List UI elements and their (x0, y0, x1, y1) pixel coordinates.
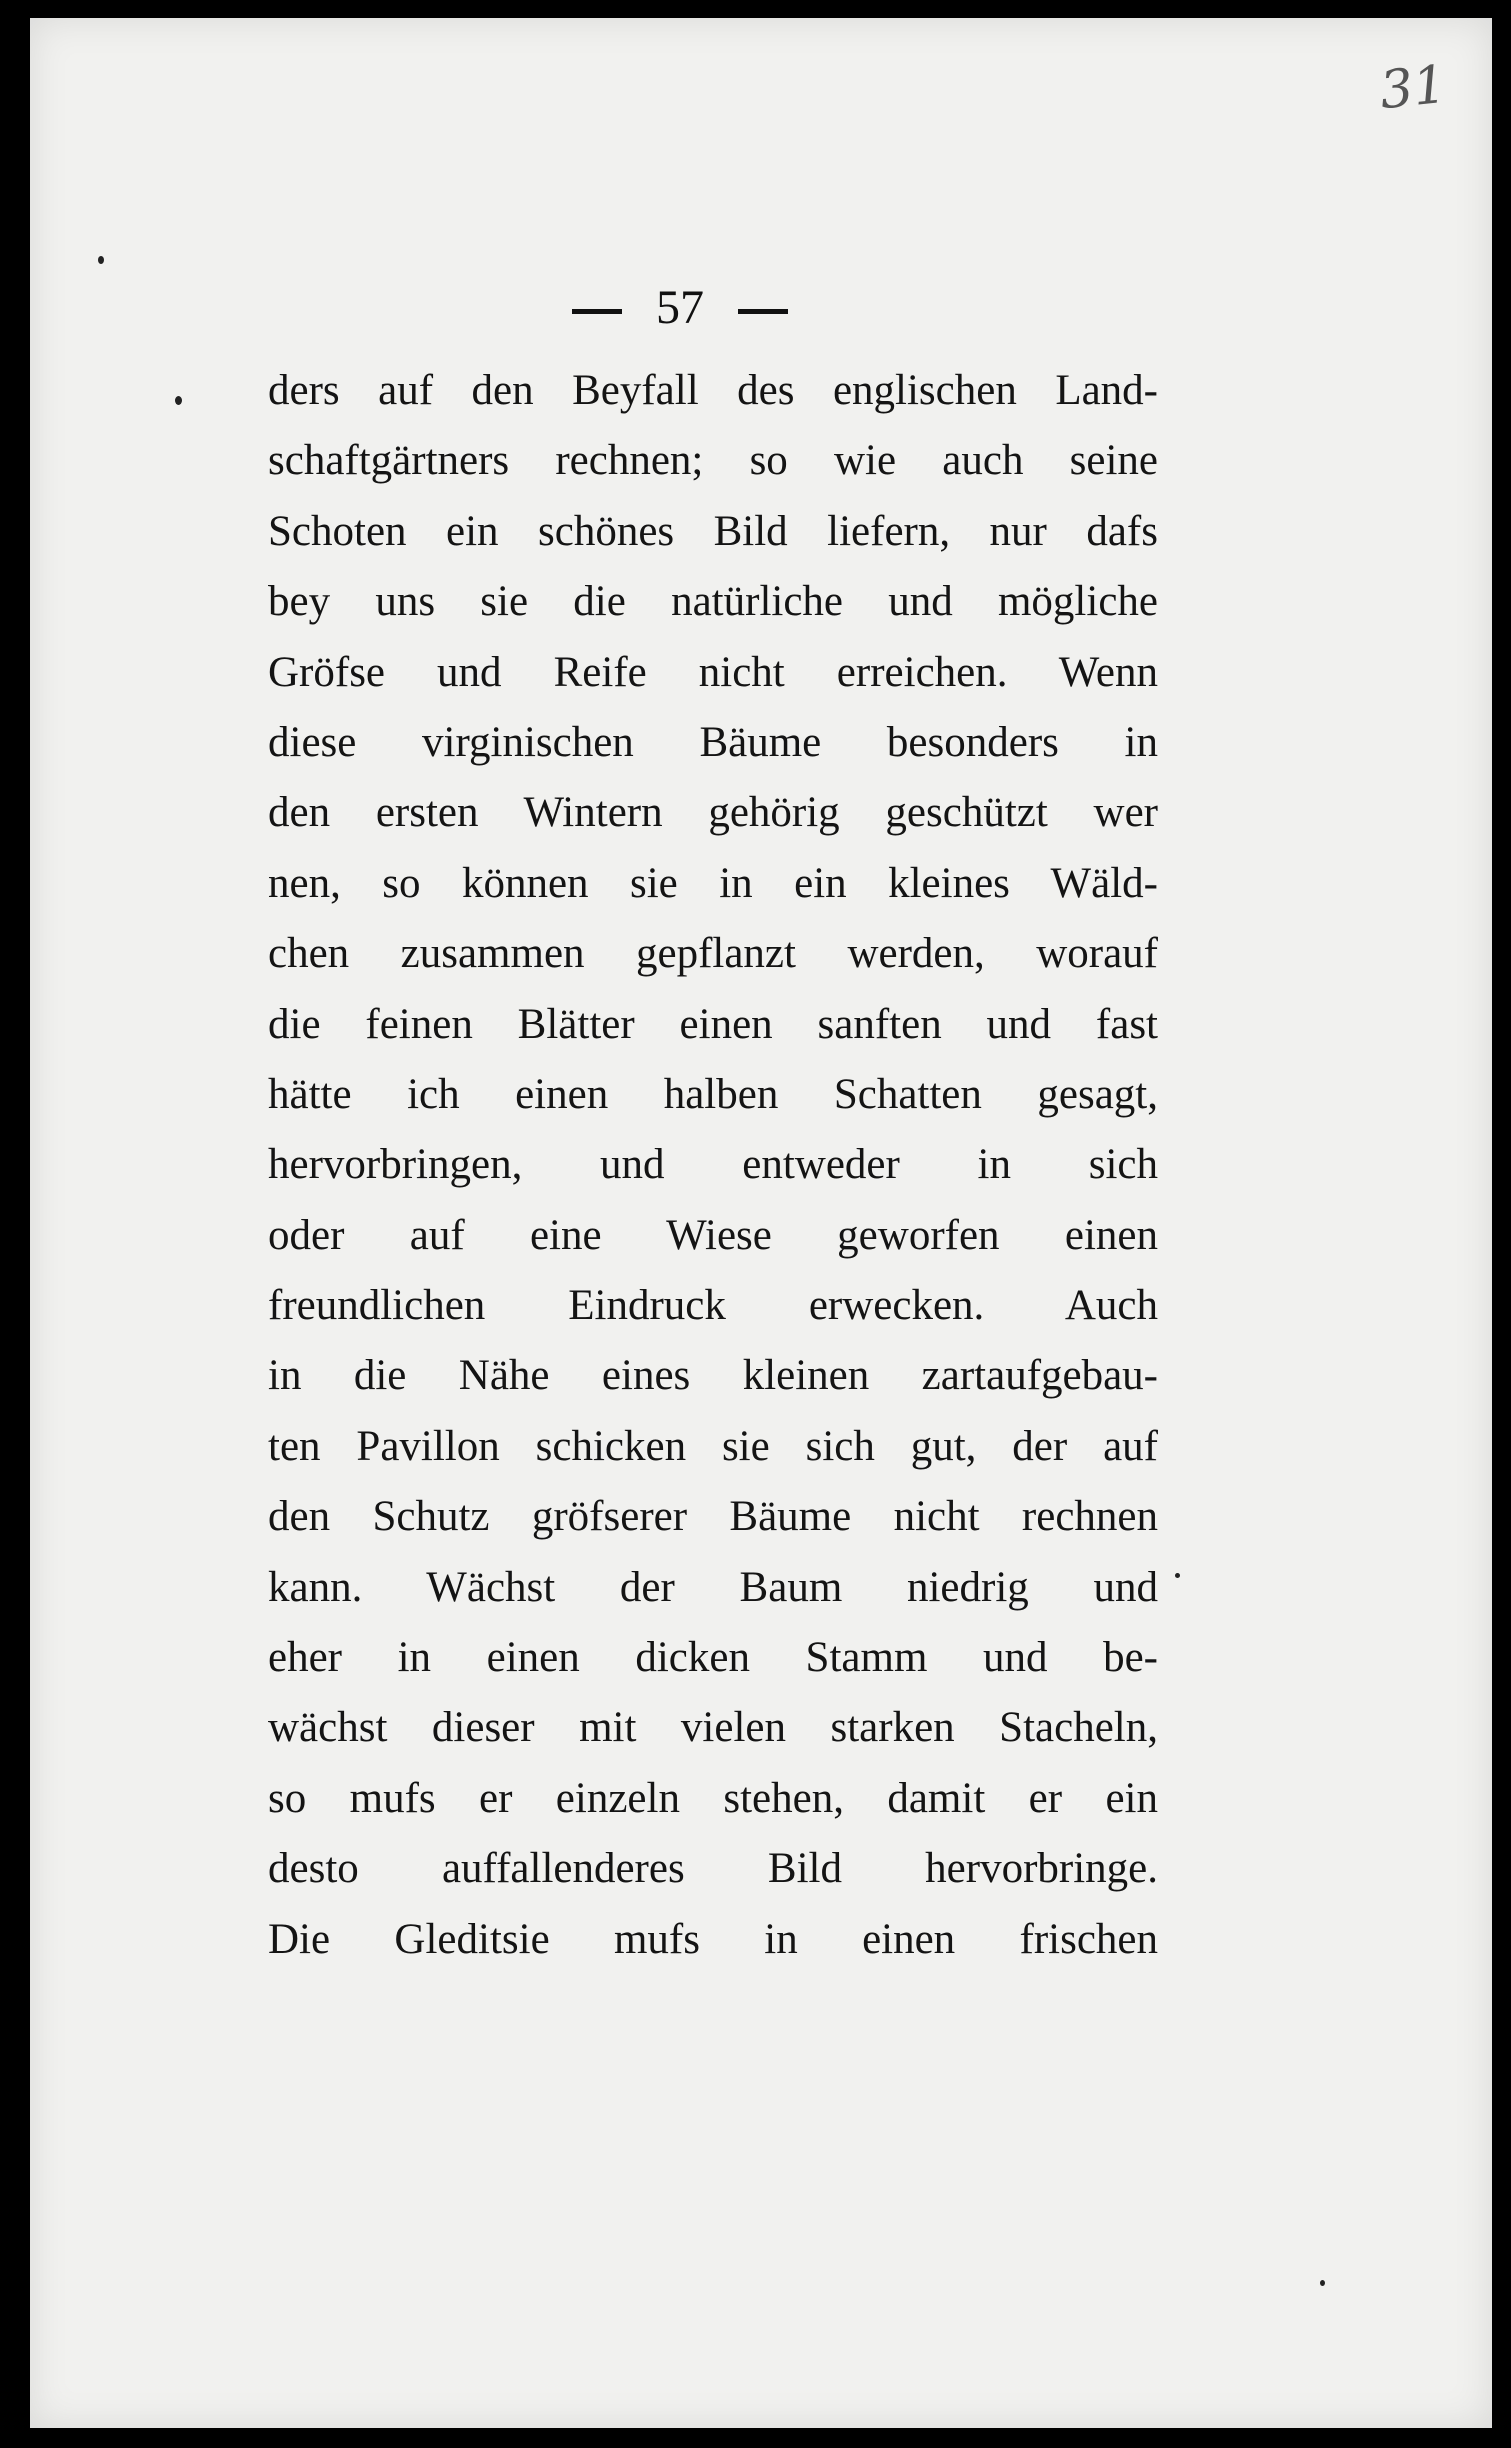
book-page (30, 18, 1492, 2428)
text-line: Die Gleditsie mufs in einen frischen (268, 1915, 1158, 1963)
text-line: nen, so können sie in ein kleines Wäld- (268, 859, 1158, 907)
page-number-header (30, 280, 1330, 335)
text-line: eher in einen dicken Stamm und be- (268, 1634, 1158, 1682)
paper-speck (98, 256, 104, 264)
text-line: den Schutz gröfserer Bäume nicht rechnen (268, 1493, 1158, 1541)
text-line: ten Pavillon schicken sie sich gut, der auf (268, 1422, 1158, 1470)
text-line: oder auf eine Wiese geworfen einen (268, 1211, 1158, 1259)
text-line: schaftgärtners rechnen; so wie auch seine (268, 437, 1158, 485)
text-line: hätte ich einen halben Schatten gesagt, (268, 1070, 1158, 1118)
text-line: Schoten ein schönes Bild liefern, nur dafs (268, 507, 1158, 555)
text-line: hervorbringen, und entweder in sich (268, 1141, 1158, 1189)
handwritten-folio-number: 31 (1377, 54, 1450, 122)
text-line: Gröfse und Reife nicht erreichen. Wenn (268, 648, 1158, 696)
text-line: ders auf den Beyfall des englischen Land- (268, 367, 1158, 414)
text-line: desto auffallenderes Bild hervorbringe. (268, 1845, 1158, 1893)
page-number: 57 (656, 281, 704, 334)
paper-speck (175, 396, 182, 405)
text-line: diese virginischen Bäume besonders in (268, 718, 1158, 766)
text-line: so mufs er einzeln stehen, damit er ein (268, 1774, 1158, 1822)
text-line: kann. Wächst der Baum niedrig und (268, 1563, 1158, 1611)
text-line: wächst dieser mit vielen starken Stacheln, (268, 1704, 1158, 1752)
page-body-text (268, 356, 1158, 1975)
text-line: chen zusammen gepflanzt werden, worauf (268, 930, 1158, 978)
text-line: in die Nähe eines kleinen zartaufgebau- (268, 1352, 1158, 1400)
text-line: den ersten Wintern gehörig geschützt wer (268, 789, 1158, 837)
text-line: bey uns sie die natürliche und mögliche (268, 578, 1158, 626)
text-line: die feinen Blätter einen sanften und fast (268, 1000, 1158, 1048)
header-dash-left (572, 309, 622, 314)
text-line: freundlichen Eindruck erwecken. Auch (268, 1282, 1158, 1330)
header-dash-right (738, 309, 788, 314)
paper-speck (1175, 1573, 1180, 1578)
paper-speck (1320, 2280, 1325, 2286)
